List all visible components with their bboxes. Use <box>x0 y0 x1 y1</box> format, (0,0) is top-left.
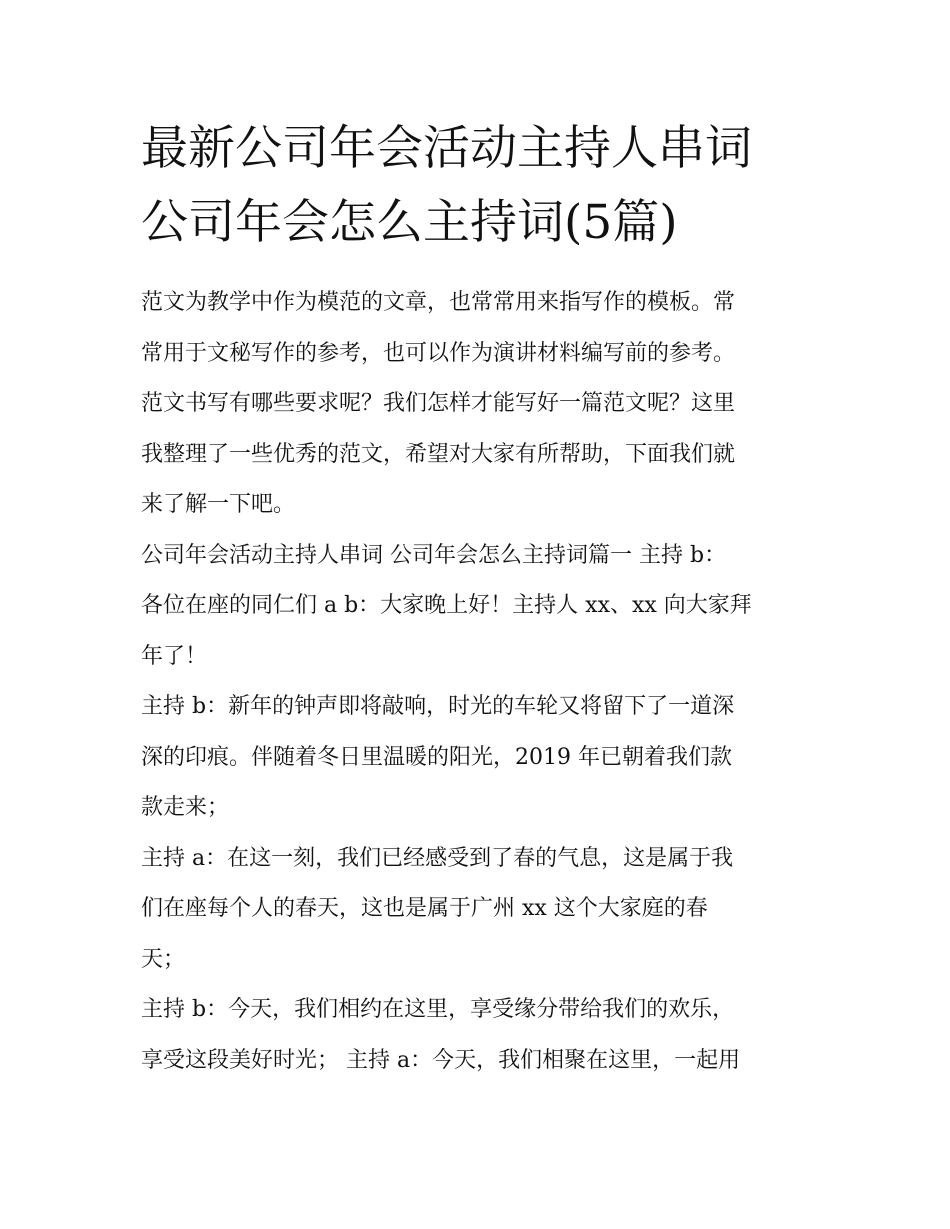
paragraph-line: 款走来； <box>141 795 230 820</box>
paragraph-line: 们在座每个人的春天，这也是属于广州 xx 这个大家庭的春 <box>141 896 708 921</box>
paragraph-line: 范文书写有哪些要求呢？我们怎样才能写好一篇范文呢？这里 <box>141 391 736 416</box>
paragraph-line: 公司年会活动主持人串词 公司年会怎么主持词篇一 主持 b： <box>141 542 727 568</box>
paragraph-line: 范文为教学中作为模范的文章，也常常用来指写作的模板。常 <box>141 290 736 315</box>
host-a-paragraph <box>141 834 813 986</box>
title-line: 最新公司年会活动主持人串词 <box>141 121 752 176</box>
host-script-opening-paragraph <box>141 531 813 683</box>
paragraph-line: 主持 b：新年的钟声即将敲响，时光的车轮又将留下了一道深 <box>141 694 735 719</box>
paragraph-line: 主持 a：在这一刻，我们已经感受到了春的气息，这是属于我 <box>141 845 734 871</box>
paragraph-line: 我整理了一些优秀的范文，希望对大家有所帮助，下面我们就 <box>141 441 736 467</box>
host-dialogue-paragraph <box>141 985 813 1086</box>
title-line: 公司年会怎么主持词(5篇) <box>141 195 678 250</box>
paragraph-line: 天； <box>141 946 186 972</box>
paragraph-line: 主持 b：今天，我们相约在这里，享受缘分带给我们的欢乐， <box>141 997 735 1022</box>
paragraph-line: 来了解一下吧。 <box>141 492 296 517</box>
host-b-paragraph <box>141 682 813 834</box>
paragraph-line: 各位在座的同仁们 a b：大家晚上好！主持人 xx、xx 向大家拜 <box>141 593 752 618</box>
paragraph-line: 享受这段美好时光； 主持 a：今天，我们相聚在这里，一起用 <box>141 1047 741 1073</box>
paragraph-line: 深的印痕。伴随着冬日里温暖的阳光，2019 年已朝着我们款 <box>141 744 732 770</box>
document-content <box>141 112 813 1086</box>
paragraph-line: 常用于文秘写作的参考，也可以作为演讲材料编写前的参考。 <box>141 340 736 366</box>
document-title <box>141 112 813 260</box>
intro-paragraph <box>141 278 813 531</box>
paragraph-line: 年了！ <box>141 643 208 669</box>
